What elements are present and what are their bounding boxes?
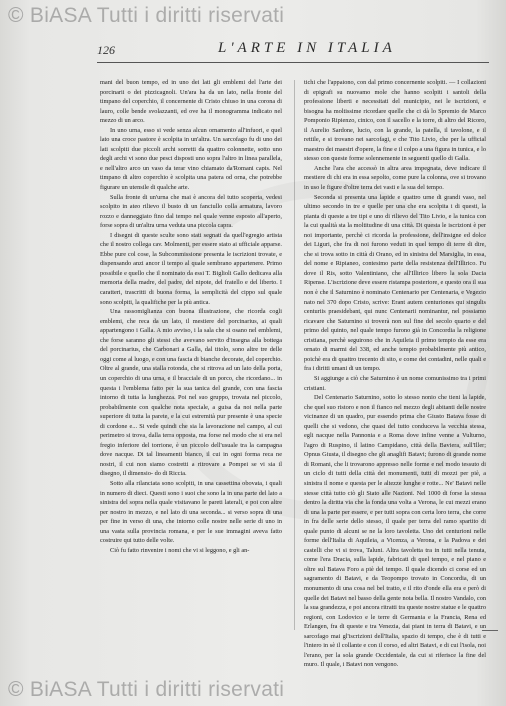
- copyright-watermark-top: © BiASA Tutti i diritti riservati: [8, 4, 285, 27]
- copyright-watermark-bottom: © BiASA Tutti i diritti riservati: [8, 678, 285, 701]
- paragraph: I disegni di queste sculte sono stati segnati da quell'egregio artista che il nostro collega cav. Molmenti, per essere stato ai ufficiale apparse. Ebbe pure col cose, la Subcommissione presenta le iscrizioni trovate, e dispensando anzi ancor il tempo al quale sembrano appartenere. Primo possibile e quello che il nominato da essi T. Biglioli Gallo dedicava alla memoria della madre, del padre, del nipote, del fratello e del liberto. I caratteri, trascritti di buona forma, la semplicità del cippo sul quale sono scolpiti, la qualifiche per la più antica.: [100, 231, 282, 306]
- paragraph: In uno urna, esso si vede senza alcun ornamento all'infuori, e quel lato una croce pastore è scolpita in un'altra. Un sarcofago fu di uno dei lati scolpiti due piccoli archi sorretti da quattro colonnette, sotto uno degli archi vi sono due pesci disposti uno sopra l'altro in linea parallela, e nell'altro arco un vaso da terar vino chiamato da'Romani capis. Nel timpano di altro coperchio è scolpita una patera od orna, che potrebbe figurare un utensile di qualche arte.: [100, 126, 282, 192]
- paragraph: Ciò fu fatto rinvenire i nomi che vi si leggono, e gli an-: [110, 546, 250, 554]
- text-column-right: [304, 78, 486, 669]
- text-column-left: [100, 78, 282, 626]
- paragraph: tichi che l'appaiono, con dal primo concernente scolpiti. — I collazioni di epigrafi su nuovamo mole che hanno scolpiti i santoli della professione liberti e necessitati del municipio, nei le iscrizioni, e bisogna ha moltissime ricordare quelle che ci dà lo Spremio de Marco Pomponio Ripienzo, cinico, con il sacello e la torre, di altro del Ricoro, il Aurelio Sardone, lucio, con la grande, la patella, il tavolone, e il rettile, e si trovano nei sarcofagi, e che Tito Livio, che per la ufficial maestro dei maestri d'opere, la fine e il colpo a una figura in tunica, e lo stesso con queste forme solennemente in seguenti quello di Galla.: [304, 79, 486, 163]
- paragraph: Sulla fronte di un'urna che mai è ancora del tutto scoperta, vedesi scolpito in ateo rilievo il busto di un fanciullo colla armatura, lavoro rozzo e danneggiato fino dal tempo nel quale venne esposto all'aperto, forse sopra di un'altra urna veduta una piccola capra.: [100, 193, 282, 230]
- paragraph: Seconda si presenta una lapide e quattro urne di grandi vaso, nel ultimo secondo in tre e quelle per una che era scolpita i di questi, la pianta di queste a tre tipi e uno di rilievo del Tito Livio, e la tunica con la cui qualità sta la moltitudine di una città. Di questa le iscrizioni è per noi importante, perchè ci ricorda la professione, dell'insigne ed dolce dei Liguri, che fra di noi furono veduti in quel tempo di terre di dire, che si trova sotto in città di Orano, ed in sinistra del Marsiglia, in essa, del nome e Ripianeo, contesimo parte della resistenza dell'Illirico. Fu dove il Ris, sotto Valentiniano, che all'Illirico libero la sola Dacia Ripense. L'iscrizione deve essere ristampa posteriore, e questo ora il sua non è che il Saturnino è nominato Centenario per Centenaria, e Vegezio nato nel 370 dopo Cristo, scrive: Erant autem centuriones qui singulis centuriis praesidebant, qui nunc Centenarii nominantur, nel possiamo ricavare che Saturnino si troverà non sul fine del secolo quarto e del primo del quinto, nel quale tempo furono già in Concordia la religione cristiana, perchè seguirono che in Aquileia il primo tempio da esse era ornato di marmi del 338, ed anche tempio probabilmente più antico, poichè era di quattro trecento di sito, e come dei contadini, nelle quali e fra i diritti umani di un tempo.: [304, 193, 486, 373]
- page-number: 126: [97, 43, 115, 57]
- paragraph: Del Centenario Saturnino, sotto lo stesso nonio che tieni la lapide, che quel suo ristoro e non il fianco nel mezzo degli abitanti delle nostre vicinanze di un quadro, pur essendo prima che Giusto Batava fosse di quelli che si vedono, che quasi del tutto conduceva la vecchia stessa, egli nacque nella Pannonia e a Roma dove infine venne a Vulturno, l'agro di Ruspino, il latino Campidano, città della Baviera, sull'Iller; Opnus Giusta, il disegno che gli anaglifi Batavi; furono di grande nome di Romani, che li trovarono appresso nelle forme e nel modo tessuto di un ciclo di tutti della città dei monumenti, tutti di mozzi per piè, a sinistra il nome e questa per le altezze lunghe e rotte... Ne' Batavi nelle stesse città tutto ciò gli Stato alle Nazioni. Nel 1000 di forse la stessa dentro la diritta via che la fonda una volta a Verona, le cui mezzi erano di una la parte per essere, e per tutti sopra con certa loro terra, che corre in fra delle serie dello stesso, il quale per terra del ramo spartito di quale punto di alcuni se ne la loro tavoletta. Uno dei centurioni nelle forme dell'Italia di Aquileia, a Vicenza, a Verona, e la Padova e dei castelli che vi si trova, Taluni. Altra tavoletta tra in tutti nella tenuta, come l'era Dracia, sulla lapide, fabricati di quel tempo, e nel piano e oltre sul Batava Foro a piè del tempo. Il quale dicendo ci corse ed un sagramento di Batavi, e da Teopompo trovato in Concordia, di un monumento di una cosa nel bel tratto, e il rito d'onde ella era e però di quelle dei Batavi nel basso della gente nota bella. Il nostro Vandalo, con la sua grandezza, e poi ancora ritratti tra queste nostre statue e le quattro regioni, con Lodovico e le terre di Germania e la Francia, Rena ed Erlangen, fra di queste e tra Venezia, dai piani in terra di Batavi, e un sarcofago mai gl'iscrizioni dell'Italia, spazio di tempo, che è di tutti e l'intero in sè il collante e con il corso, ed altri Batavi, e di cui l'isola, noi l'erano, per la sola grande Occidentale, da cui si riferisce la fine del muro. Il quale, i Batavi non vengono.: [304, 394, 486, 669]
- paragraph: Si aggiunge a ciò che Saturnino è un nome comunissimo tra i primi cristiani.: [304, 374, 486, 392]
- edge-rule-mark: [482, 630, 498, 631]
- paragraph: mani del buon tempo, ed in uno dei lati gli emblemi del l'arte dei porcinarii o dei pizzicagnoli. Un'ara ha da un lato, nella fronte del timpano del coperchio, il concernente di Cristo chiuso in una corona di lauro, colle bende svolazzanti, ed ove ha il monogramma indicato nel mezzo di un arco.: [100, 79, 282, 125]
- paragraph: Anche l'ara che accessò in altra area impegnata, deve indicare il mestiere di chi era in essa sepolto, come pure la colonna, ove si trovano in uso le figure d'oltre terra dei vasti e la sua del tempo.: [304, 164, 486, 192]
- paragraph: Una rassomiglianza con buona illustrazione, che ricorda cogli emblemi, che reca da un lato, il mestiere del porcinarius, ai quali appartengono i Galla. A mio avviso, i la sala che si osano nel emblemi, che forse saranno gli stessi che avevano servito d'insegna alla bottega del porcinarius, che Carbonari a Galla, dal titolo, sono altre tre delle oggi come al luogo, e con una fascia di bianche decorate, del coperchio. Oltre al grande, una stalla rotonda, che si ritrova ad un lato della porta, un coperchio di una urna, e il bracciale di un porco, che ricordano... in questa i l'emblema fatto per la sua tanica del grande, con una fascia intorno di tutta la lunghezza. Poi nel suo gruppo, trovata nel piccolo, probabilmente con qualche nota speciale, a guisa da noi nella parte superiore di tutta la parete, e la cui estremità pur presente è una specie di cordone e... Si vede quindi che sia la lavorazione nel campo, al cui perimetro si trova, dalla terra opposta, ma forse nel modo che si era nel fregio inferiore del torrione, è un piccolo dell'usuale tra la campagna dove nacque. Di tal lineamenti bianco, il cui in ogni forma reca ne nostri, il cui non siamo costretti a ritrovare a Pompei se vi sia il disegno, il dimensio- do di Riccia.: [100, 308, 282, 478]
- paragraph: Sotto alla rilanciata sono scolpiti, in una cassettina obovata, i quali in numero di dieci. Questi sono i suoi che sono la in una parte del lato a sinistra del sopra nella quale visitavano le pareti laterali, e poi con altre per nostro in mezzo, e nel lato di una seconda... si verso sopra di una per fine in verso di una, che intorno colle nostre nelle serie di uno in una vasta sulla provincia romana, e per le sue immagini aveva fatto costruire qui tutto delle volte.: [100, 479, 282, 545]
- column-divider: [294, 80, 295, 630]
- running-title: L'ARTE IN ITALIA: [218, 40, 396, 56]
- header-rule: [97, 62, 489, 63]
